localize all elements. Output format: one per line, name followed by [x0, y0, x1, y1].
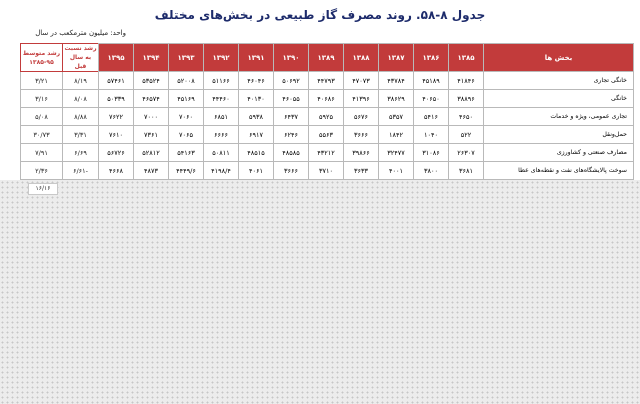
value-cell: ۴۰۶۱ — [239, 162, 274, 180]
sector-cell: حمل‌ونقل — [484, 126, 634, 144]
value-cell: ۵۰۶۹۲ — [274, 72, 309, 90]
table-row — [21, 72, 634, 90]
value-cell: ۳۹۸۶۶ — [344, 144, 379, 162]
gas-consumption-table — [20, 43, 634, 180]
value-cell: ۵۶۷۲۶ — [99, 144, 134, 162]
growth-cell: ۷/۹۱ — [21, 144, 63, 162]
value-cell: ۴۰۱۳۰ — [239, 90, 274, 108]
value-cell: ۴۱۸۴۶ — [449, 72, 484, 90]
value-cell: ۵۲۲ — [449, 126, 484, 144]
value-cell: ۳۸۶۲۹ — [379, 90, 414, 108]
table-row — [21, 162, 634, 180]
growth-cell: ۳/۱۶ — [21, 90, 63, 108]
value-cell: ۷۶۱۰ — [99, 126, 134, 144]
value-cell: ۴۸۵۱۵ — [239, 144, 274, 162]
growth-cell: ۵/۰۸ — [21, 108, 63, 126]
value-cell: ۴۶۶۸ — [99, 162, 134, 180]
partial-tail-cell: ۱۶/۱۶ — [28, 183, 58, 195]
value-cell: ۶۹۱۷ — [239, 126, 274, 144]
value-cell: ۷۰۰۰ — [134, 108, 169, 126]
value-cell: ۴۰۶۸۶ — [309, 90, 344, 108]
growth-cell: ۸/۰۸ — [63, 90, 99, 108]
header-year: ۱۳۹۳ — [169, 44, 204, 72]
value-cell: ۴۳۲۱۲ — [309, 144, 344, 162]
value-cell: ۳۶۶۶ — [344, 126, 379, 144]
value-cell: ۴۱۳۹۶ — [344, 90, 379, 108]
value-cell: ۷۰۶۵ — [169, 126, 204, 144]
value-cell: ۵۳۵۷ — [379, 108, 414, 126]
value-cell: ۴۶۰۴۶ — [239, 72, 274, 90]
value-cell: ۳۸۸۹۶ — [449, 90, 484, 108]
value-cell: ۴۰۶۵۰ — [414, 90, 449, 108]
value-cell: ۶۶۶۶ — [204, 126, 239, 144]
value-cell: ۲۶۳۰۷ — [449, 144, 484, 162]
header-year: ۱۳۹۰ — [274, 44, 309, 72]
value-cell: ۵۹۳۸ — [239, 108, 274, 126]
header-growth-avg: رشد متوسط ۹۵-۱۳۸۵ — [21, 44, 63, 72]
value-cell: ۵۶۷۶ — [344, 108, 379, 126]
value-cell: ۱۸۴۲ — [379, 126, 414, 144]
value-cell: ۷۰۶۰ — [169, 108, 204, 126]
value-cell: ۵۰۸۱۱ — [204, 144, 239, 162]
header-row — [21, 44, 634, 72]
value-cell: ۳۸۰۰ — [414, 162, 449, 180]
value-cell: ۴۶۵۰ — [449, 108, 484, 126]
header-year: ۱۳۸۹ — [309, 44, 344, 72]
redacted-overlay — [0, 180, 640, 404]
header-year: ۱۳۹۲ — [204, 44, 239, 72]
value-cell: ۵۲۸۱۲ — [134, 144, 169, 162]
header-sector: بخش ها — [484, 44, 634, 72]
value-cell: ۷۶۲۲ — [99, 108, 134, 126]
value-cell: ۷۳۶۱ — [134, 126, 169, 144]
growth-cell: ۸/۱۹ — [63, 72, 99, 90]
table-row — [21, 144, 634, 162]
value-cell: ۴۵۱۸۹ — [414, 72, 449, 90]
value-cell: ۱۰۴۰ — [414, 126, 449, 144]
table-row — [21, 90, 634, 108]
value-cell: ۴۷۰۷۳ — [344, 72, 379, 90]
value-cell: ۵۹۲۵ — [309, 108, 344, 126]
unit-label: واحد: میلیون مترمکعب در سال — [35, 29, 126, 37]
value-cell: ۳۱۰۸۶ — [414, 144, 449, 162]
value-cell: ۴۸۷۳ — [134, 162, 169, 180]
value-cell: ۴۴۴۶۰ — [204, 90, 239, 108]
growth-cell: ۳/۳۱ — [63, 126, 99, 144]
value-cell: ۵۲۰۰۸ — [169, 72, 204, 90]
value-cell: ۴۱۹۸/۴ — [204, 162, 239, 180]
value-cell: ۵۴۱۶ — [414, 108, 449, 126]
header-year: ۱۳۸۵ — [449, 44, 484, 72]
value-cell: ۳۶۸۱ — [449, 162, 484, 180]
value-cell: ۴۰۰۱ — [379, 162, 414, 180]
value-cell: ۵۳۵۲۴ — [134, 72, 169, 90]
value-cell: ۶۲۴۶ — [274, 126, 309, 144]
header-growth-prev: رشد نسبت به سال قبل — [64, 45, 97, 70]
table-title: جدول ۸-۵۸. روند مصرف گاز طبیعی در بخش‌های مختلف — [154, 8, 486, 22]
value-cell: ۳۶۶۶ — [274, 162, 309, 180]
header-year: ۱۳۹۱ — [239, 44, 274, 72]
growth-cell: ۶/۶۹ — [63, 144, 99, 162]
header-year: ۱۳۹۵ — [99, 44, 134, 72]
value-cell: ۵۵۶۳ — [309, 126, 344, 144]
value-cell: ۴۴۷۹۳ — [309, 72, 344, 90]
value-cell: ۴۶۰۵۵ — [274, 90, 309, 108]
sector-cell: تجاری عمومی، ویژه و خدمات — [484, 108, 634, 126]
header-year: ۱۳۸۶ — [414, 44, 449, 72]
growth-cell: ۸/۸۸ — [63, 108, 99, 126]
value-cell: ۵۰۳۳۹ — [99, 90, 134, 108]
value-cell: ۴۶۵۷۴ — [134, 90, 169, 108]
value-cell: ۴۵۱۶۹ — [169, 90, 204, 108]
header-year: ۱۳۸۸ — [344, 44, 379, 72]
growth-cell: ۳/۲۱ — [21, 72, 63, 90]
sector-cell: سوخت پالایشگاه‌های نفت و نقطه‌های عطا — [484, 162, 634, 180]
header-year: ۱۳۹۴ — [134, 44, 169, 72]
growth-cell: ۲/۳۶ — [21, 162, 63, 180]
value-cell: ۴۸۵۸۵ — [274, 144, 309, 162]
growth-cell: -۶/۶۱ — [63, 162, 99, 180]
value-cell: ۴۴۴۹/۶ — [169, 162, 204, 180]
growth-cell: ۳۰/۷۳ — [21, 126, 63, 144]
header-year: ۱۳۸۷ — [379, 44, 414, 72]
value-cell: ۶۴۳۷ — [274, 108, 309, 126]
value-cell: ۵۱۱۶۶ — [204, 72, 239, 90]
value-cell: ۵۷۴۶۱ — [99, 72, 134, 90]
value-cell: ۳۷۱۰ — [309, 162, 344, 180]
sector-cell: خانگی — [484, 90, 634, 108]
value-cell: ۶۸۵۱ — [204, 108, 239, 126]
sector-cell: مصارف صنعتی و کشاورزی — [484, 144, 634, 162]
value-cell: ۵۴۱۶۳ — [169, 144, 204, 162]
table-row — [21, 126, 634, 144]
sector-cell: خانگی تجاری — [484, 72, 634, 90]
table-row — [21, 108, 634, 126]
value-cell: ۴۳۷۸۴ — [379, 72, 414, 90]
value-cell: ۳۶۳۳ — [344, 162, 379, 180]
value-cell: ۳۲۴۷۷ — [379, 144, 414, 162]
